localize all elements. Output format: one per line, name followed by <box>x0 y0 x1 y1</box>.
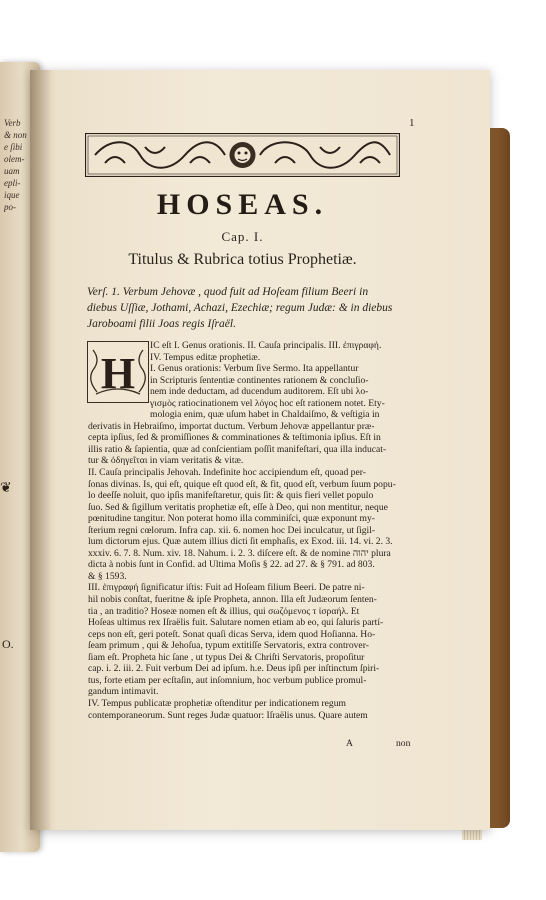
body-line: cap. i. 2. iii. 2. Fuit verbum Dei ad ipſum. h.e. Deus ipſi per inſtinctum ſpiri- <box>88 663 380 675</box>
left-page-ornament: ❦ <box>0 481 12 496</box>
body-line: derivatis in Hebraiſmo, importat ductum. Verbum Jehovæ appellantur præ- <box>88 420 375 432</box>
body-line: IC eſt I. Genus orationis. II. Cauſa principalis. III. ἐπιγραφή. <box>150 340 382 351</box>
body-line: γισμὸς ratiocinationem vel λόγος hoc eſt rationem notet. Ety- <box>150 397 385 409</box>
body-line: tia , an traditio? Hoseæ nomen eſt & illius, qui σωζόμενος τ ἰσραήλ. Et <box>88 605 360 617</box>
body-line: contemporaneorum. Sunt reges Judæ quatuor: Iſraëlis unus. Quare autem <box>88 709 368 721</box>
left-page-line: olem- <box>4 154 25 164</box>
chapter-heading: Cap. I. <box>221 229 264 244</box>
body-line: II. Cauſa principalis Jehovah. Indefinite hoc accipiendum eſt, quoad per- <box>88 467 366 479</box>
body-line: Hoſeas ultimus rex Iſraëlis fuit. Salutare nomen etiam ab eo, qui ſaluris partí- <box>88 617 384 629</box>
body-line: I. Genus orationis: Verbum ſive Sermo. Ita appellantur <box>150 363 359 375</box>
body-line: cepta ipſius, ſed & promiſſiones & comminationes & teſtimonia ipſius. Eſt in <box>88 432 381 444</box>
body-line: in Scripturis ſententiæ continentes rationem & concluſio- <box>150 374 369 386</box>
verse-line: Jaroboami filii Joas regis Iſraël. <box>87 318 236 330</box>
verse-line: diebus Uſſiæ, Jothami, Achazi, Ezechiæ; regum Judæ: & in diebus <box>87 302 393 314</box>
left-page-fragment: O. <box>2 637 14 651</box>
body-line: & § 1593. <box>88 570 127 582</box>
body-line: lum dictorum ejus. Quæ autem illius dicti ſit emphaſis, ex Exod. iii. 14. vi. 2. 3. <box>88 536 393 548</box>
left-page-line: ique <box>4 190 20 200</box>
left-page-line: & non <box>4 130 27 140</box>
body-line: ſiam eſt. Propheta hic ſane , ut typus Dei & Chriſti Servatoris, propoſitur <box>88 651 365 663</box>
body-line: ceps non eſt, geri poteſt. Sonat quaſi dicas Serva, idem quod Hoſianna. Ho- <box>88 628 376 640</box>
body-line: gandum intimavit. <box>88 686 159 698</box>
body-line: ſeam primum , qui & Jehoſua, typum extitiſſe Servatoris, extra controver- <box>88 640 369 652</box>
body-line: pœnitudine tangitur. Non poterat homo illa comminiſci, quæ exponunt my- <box>88 513 375 525</box>
verse-line: Verſ. 1. Verbum Jehovæ , quod fuit ad Hoſeam filium Beeri in <box>87 286 369 298</box>
left-page-line: po- <box>4 202 16 212</box>
body-line: tur & ὁδηγεῖται in viam veritatis & vitæ. <box>88 455 244 467</box>
body-line: nem inde deductam, ad ducendum auditorem. Eſt ubi λο- <box>150 386 369 398</box>
left-page-line: uam <box>4 166 20 176</box>
body-line: dicta à nobis ſunt in Confid. ad Ultima Moſis § 22. ad 27. & § 791. ad 803. <box>88 559 375 571</box>
body-line: hil nobis conſtat, fueritne & ipſe Propheta, annon. Illa eſt Judæorum ſenten- <box>88 594 377 606</box>
body-line: tus, forte etiam per ecſtaſin, aut inſomnium, hoc verbum publice promul- <box>88 674 367 686</box>
body-line: illis ratio & ſapientia, quæ ad conſcientiam poſſit manifeſtari, qua illa inducat- <box>88 443 387 455</box>
signature-mark: A <box>346 738 353 749</box>
verse-text <box>87 284 417 332</box>
body-line: mologia enim, quæ uſum habet in Chaldaiſmo, & veſtigia in <box>150 409 380 421</box>
body-line: ſonas divinas. Is, qui eſt, quique eſt quod eſt, & fit, quod eſt, verbum ſuum popu- <box>88 478 396 490</box>
catchword: non <box>396 738 411 749</box>
body-line: ſuo. Sed & ſigillum veritatis prophetiæ eſt, eſſe à Deo, qui non mentitur, neque <box>88 501 388 513</box>
body-line: IV. Tempus publicatæ prophetiæ oſtenditur per indicationem regum <box>88 697 346 709</box>
page-number: 1 <box>409 117 415 129</box>
chapter-subtitle: Titulus & Rubrica totius Prophetiæ. <box>128 251 357 268</box>
svg-text:H: H <box>100 349 136 398</box>
left-page-line: e ſibi <box>4 142 23 152</box>
body-line: lo deeſſe noluit, quo ipſis manifeſtaretur, quis ſit: & quis fieri vellet populo <box>88 490 374 502</box>
left-page-line: Verb <box>4 118 21 128</box>
page-title: HOSEAS. <box>156 188 329 221</box>
page-gutter-shadow <box>30 70 52 830</box>
body-line: IV. Tempus editæ prophetiæ. <box>150 351 261 363</box>
body-line: ſterium regni cœlorum. Infra cap. xii. 6. nomen hoc Dei inculcatur, ut ſigil- <box>88 524 376 536</box>
ornamental-headpiece <box>85 133 400 177</box>
body-line: xxxiv. 6. 7. 8. Num. xiv. 18. Nahum. i. 2. 3. diſcere eſt. & de nomine יהוה plura <box>88 547 391 559</box>
left-page-line: epli- <box>4 178 21 188</box>
commentary-body <box>88 340 418 721</box>
body-line: III. ἐπιγραφή ſignificatur iſtis: Fuit ad Hoſeam filium Beeri. De patre ni- <box>88 582 365 594</box>
